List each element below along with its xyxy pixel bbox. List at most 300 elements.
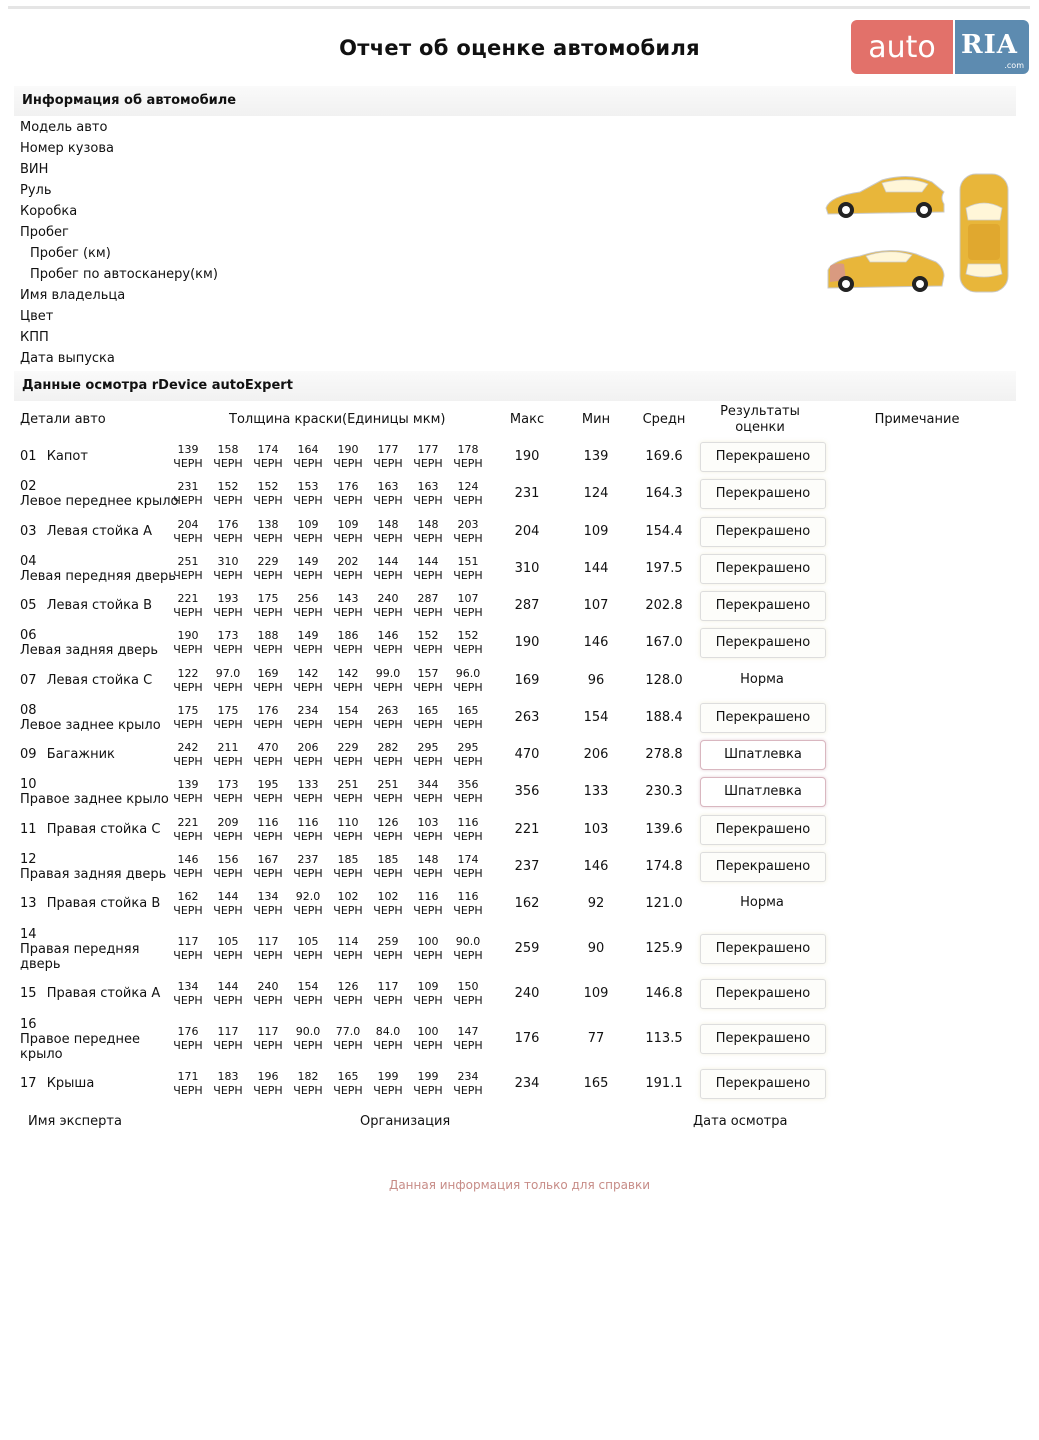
- thickness-value: 109: [417, 980, 439, 993]
- thickness-unit: ЧЕРН: [373, 681, 403, 694]
- thickness-value: 149: [297, 555, 319, 568]
- thickness-cell: [368, 935, 408, 963]
- thickness-value: 150: [457, 980, 479, 993]
- stat-avg: 230.3: [645, 784, 683, 799]
- thickness-unit: ЧЕРН: [173, 1084, 203, 1097]
- stat-min: 77: [587, 1031, 605, 1046]
- part-name: Левая задняя дверь: [20, 643, 159, 658]
- part-number: 15: [20, 986, 37, 1001]
- thickness-cell: [208, 1025, 248, 1053]
- part-number: 10: [20, 777, 37, 792]
- thickness-unit: ЧЕРН: [373, 643, 403, 656]
- thickness-cell: [248, 592, 288, 620]
- thickness-value: 133: [297, 778, 319, 791]
- stat-avg: 146.8: [645, 986, 683, 1001]
- stat-min: 146: [583, 635, 609, 650]
- stat-avg: 128.0: [645, 673, 683, 688]
- part-name: Капот: [46, 449, 88, 464]
- thickness-cell: [448, 629, 488, 657]
- part-label: [20, 673, 152, 688]
- header-result: Результаты оценки: [720, 404, 800, 435]
- thickness-unit: ЧЕРН: [333, 681, 363, 694]
- thickness-unit: ЧЕРН: [373, 867, 403, 880]
- thickness-unit: ЧЕРН: [293, 569, 323, 582]
- thickness-cell: [408, 592, 448, 620]
- stat-avg: 139.6: [645, 822, 683, 837]
- thickness-value: 470: [257, 741, 279, 754]
- thickness-value: 190: [177, 629, 199, 642]
- thickness-value: 142: [337, 667, 359, 680]
- result-badge: Шпатлевка: [700, 740, 826, 770]
- thickness-value: 149: [297, 629, 319, 642]
- part-label: [20, 986, 160, 1001]
- thickness-unit: ЧЕРН: [373, 606, 403, 619]
- thickness-cell: [448, 555, 488, 583]
- thickness-cell: [208, 480, 248, 508]
- thickness-unit: ЧЕРН: [293, 755, 323, 768]
- thickness-cell: [368, 480, 408, 508]
- result-badge: Перекрашено: [700, 1069, 826, 1099]
- thickness-unit: ЧЕРН: [453, 1039, 483, 1052]
- thickness-unit: ЧЕРН: [253, 830, 283, 843]
- thickness-unit: ЧЕРН: [293, 681, 323, 694]
- thickness-value: 188: [257, 629, 279, 642]
- thickness-cell: [208, 778, 248, 806]
- thickness-value: 221: [177, 816, 199, 829]
- thickness-value: 251: [377, 778, 399, 791]
- info-label: Номер кузова: [20, 141, 114, 156]
- thickness-cell: [168, 1025, 208, 1053]
- thickness-cell: [288, 778, 328, 806]
- thickness-unit: ЧЕРН: [413, 830, 443, 843]
- thickness-value: 199: [417, 1070, 439, 1083]
- thickness-cell: [408, 853, 448, 881]
- result-badge: Перекрашено: [700, 591, 826, 621]
- thickness-unit: ЧЕРН: [213, 532, 243, 545]
- thickness-value: 234: [457, 1070, 479, 1083]
- thickness-cell: [248, 935, 288, 963]
- thickness-unit: ЧЕРН: [173, 830, 203, 843]
- thickness-cell: [288, 667, 328, 695]
- thickness-cell: [288, 518, 328, 546]
- stat-min: 90: [587, 941, 605, 956]
- thickness-cell: [208, 853, 248, 881]
- thickness-value: 263: [377, 704, 399, 717]
- info-label: Имя владельца: [20, 288, 126, 303]
- thickness-cell: [448, 741, 488, 769]
- thickness-unit: ЧЕРН: [213, 867, 243, 880]
- page-title: Отчет об оценке автомобиля: [339, 36, 700, 60]
- thickness-value: 195: [257, 778, 279, 791]
- thickness-cell: [368, 555, 408, 583]
- thickness-cell: [328, 480, 368, 508]
- result-badge: Перекрашено: [700, 442, 826, 472]
- thickness-cell: [288, 480, 328, 508]
- thickness-cell: [288, 741, 328, 769]
- stat-avg: 113.5: [645, 1031, 683, 1046]
- thickness-value: 154: [297, 980, 319, 993]
- thickness-value: 77.0: [335, 1025, 361, 1038]
- thickness-cell: [328, 629, 368, 657]
- thickness-cell: [288, 853, 328, 881]
- header-min: Мин: [581, 412, 611, 427]
- thickness-unit: ЧЕРН: [333, 1039, 363, 1052]
- thickness-value: 221: [177, 592, 199, 605]
- thickness-cell: [448, 1070, 488, 1098]
- thickness-cell: [288, 443, 328, 471]
- thickness-unit: ЧЕРН: [373, 994, 403, 1007]
- thickness-value: 234: [297, 704, 319, 717]
- thickness-value: 84.0: [375, 1025, 401, 1038]
- thickness-cell: [208, 890, 248, 918]
- thickness-value: 176: [217, 518, 239, 531]
- thickness-unit: ЧЕРН: [333, 643, 363, 656]
- thickness-value: 110: [337, 816, 359, 829]
- thickness-unit: ЧЕРН: [373, 1084, 403, 1097]
- thickness-unit: ЧЕРН: [253, 1039, 283, 1052]
- thickness-value: 177: [417, 443, 439, 456]
- thickness-cell: [168, 667, 208, 695]
- thickness-cell: [408, 518, 448, 546]
- thickness-unit: ЧЕРН: [413, 606, 443, 619]
- thickness-cell: [368, 592, 408, 620]
- thickness-cell: [288, 629, 328, 657]
- thickness-unit: ЧЕРН: [293, 532, 323, 545]
- thickness-value: 174: [457, 853, 479, 866]
- header-thickness: Толщина краски(Единицы мкм): [229, 412, 446, 427]
- thickness-unit: ЧЕРН: [293, 643, 323, 656]
- thickness-cell: [408, 778, 448, 806]
- thickness-unit: ЧЕРН: [413, 755, 443, 768]
- thickness-cell: [248, 890, 288, 918]
- thickness-unit: ЧЕРН: [213, 755, 243, 768]
- thickness-unit: ЧЕРН: [293, 792, 323, 805]
- logo-ria-text: RIA: [961, 30, 1018, 60]
- thickness-cell: [328, 1025, 368, 1053]
- thickness-cell: [368, 816, 408, 844]
- thickness-cell: [408, 1025, 448, 1053]
- reference-note: Данная информация только для справки: [388, 1178, 651, 1192]
- thickness-cell: [448, 935, 488, 963]
- thickness-value: 282: [377, 741, 399, 754]
- stat-min: 124: [583, 486, 609, 501]
- thickness-unit: ЧЕРН: [173, 718, 203, 731]
- stat-min: 154: [583, 710, 609, 725]
- thickness-cell: [248, 816, 288, 844]
- thickness-unit: ЧЕРН: [293, 1039, 323, 1052]
- thickness-cell: [408, 629, 448, 657]
- thickness-value: 164: [297, 443, 319, 456]
- thickness-unit: ЧЕРН: [253, 792, 283, 805]
- thickness-unit: ЧЕРН: [453, 830, 483, 843]
- stat-max: 263: [514, 710, 540, 725]
- autoria-logo[interactable]: [851, 20, 1029, 74]
- thickness-cell: [208, 592, 248, 620]
- thickness-unit: ЧЕРН: [453, 755, 483, 768]
- thickness-unit: ЧЕРН: [213, 643, 243, 656]
- thickness-unit: ЧЕРН: [453, 532, 483, 545]
- thickness-value: 152: [257, 480, 279, 493]
- thickness-unit: ЧЕРН: [453, 994, 483, 1007]
- header-avg: Средн: [642, 412, 686, 427]
- car-side-right-icon: [828, 250, 944, 292]
- logo-com-text: .com: [1004, 61, 1024, 70]
- thickness-cell: [208, 667, 248, 695]
- part-number: 08: [20, 703, 37, 718]
- part-name: Левая стойка С: [46, 673, 153, 688]
- thickness-cell: [168, 704, 208, 732]
- thickness-value: 173: [217, 778, 239, 791]
- part-label: [20, 628, 180, 658]
- result-badge: Перекрашено: [700, 1024, 826, 1054]
- result-badge: Перекрашено: [700, 628, 826, 658]
- thickness-unit: ЧЕРН: [173, 606, 203, 619]
- thickness-cell: [328, 816, 368, 844]
- thickness-value: 102: [377, 890, 399, 903]
- thickness-value: 126: [337, 980, 359, 993]
- thickness-cell: [328, 853, 368, 881]
- thickness-cell: [408, 980, 448, 1008]
- thickness-cell: [288, 592, 328, 620]
- thickness-value: 116: [417, 890, 439, 903]
- thickness-cell: [168, 555, 208, 583]
- car-diagram-icon: [820, 168, 1020, 298]
- thickness-value: 196: [257, 1070, 279, 1083]
- thickness-value: 116: [257, 816, 279, 829]
- thickness-unit: ЧЕРН: [173, 994, 203, 1007]
- thickness-unit: ЧЕРН: [293, 867, 323, 880]
- thickness-cell: [408, 1070, 448, 1098]
- thickness-unit: ЧЕРН: [373, 904, 403, 917]
- thickness-value: 117: [177, 935, 199, 948]
- part-number: 16: [20, 1017, 37, 1032]
- thickness-unit: ЧЕРН: [253, 718, 283, 731]
- thickness-value: 310: [217, 555, 239, 568]
- thickness-value: 256: [297, 592, 319, 605]
- info-label: Пробег (км): [30, 246, 111, 261]
- part-name: Левая стойка В: [46, 598, 153, 613]
- thickness-value: 209: [217, 816, 239, 829]
- thickness-unit: ЧЕРН: [333, 718, 363, 731]
- part-label: [20, 524, 152, 539]
- thickness-cell: [368, 778, 408, 806]
- part-name: Правая стойка А: [46, 986, 161, 1001]
- part-number: 12: [20, 852, 37, 867]
- thickness-cell: [168, 853, 208, 881]
- thickness-unit: ЧЕРН: [253, 1084, 283, 1097]
- thickness-cell: [408, 890, 448, 918]
- stat-avg: 188.4: [645, 710, 683, 725]
- thickness-unit: ЧЕРН: [333, 606, 363, 619]
- thickness-unit: ЧЕРН: [173, 681, 203, 694]
- stat-max: 287: [514, 598, 540, 613]
- thickness-cell: [208, 816, 248, 844]
- thickness-unit: ЧЕРН: [173, 643, 203, 656]
- thickness-unit: ЧЕРН: [453, 867, 483, 880]
- thickness-unit: ЧЕРН: [413, 569, 443, 582]
- thickness-value: 100: [417, 1025, 439, 1038]
- thickness-unit: ЧЕРН: [453, 1084, 483, 1097]
- thickness-value: 154: [337, 704, 359, 717]
- thickness-value: 171: [177, 1070, 199, 1083]
- thickness-value: 231: [177, 480, 199, 493]
- part-label: [20, 822, 160, 837]
- part-number: 11: [20, 822, 37, 837]
- thickness-cell: [248, 629, 288, 657]
- thickness-value: 175: [177, 704, 199, 717]
- stat-avg: 202.8: [645, 598, 683, 613]
- stat-avg: 125.9: [645, 941, 683, 956]
- thickness-value: 105: [217, 935, 239, 948]
- logo-ria-block: [955, 20, 1029, 74]
- thickness-value: 142: [297, 667, 319, 680]
- thickness-unit: ЧЕРН: [293, 904, 323, 917]
- thickness-unit: ЧЕРН: [333, 949, 363, 962]
- header-note: Примечание: [874, 412, 960, 427]
- thickness-value: 117: [217, 1025, 239, 1038]
- thickness-cell: [168, 778, 208, 806]
- result-badge: Перекрашено: [700, 815, 826, 845]
- stat-avg: 174.8: [645, 859, 683, 874]
- part-number: 09: [20, 747, 37, 762]
- part-number: 07: [20, 673, 37, 688]
- stat-min: 206: [583, 747, 609, 762]
- thickness-value: 139: [177, 443, 199, 456]
- stat-min: 133: [583, 784, 609, 799]
- part-label: [20, 896, 160, 911]
- stat-max: 259: [514, 941, 540, 956]
- thickness-cell: [448, 667, 488, 695]
- stat-min: 96: [587, 673, 605, 688]
- thickness-cell: [368, 629, 408, 657]
- thickness-value: 356: [457, 778, 479, 791]
- thickness-unit: ЧЕРН: [173, 457, 203, 470]
- result-badge: Шпатлевка: [700, 777, 826, 807]
- thickness-cell: [288, 704, 328, 732]
- thickness-cell: [368, 518, 408, 546]
- stat-avg: 191.1: [645, 1076, 683, 1091]
- info-label: Руль: [20, 183, 52, 198]
- thickness-value: 148: [377, 518, 399, 531]
- thickness-unit: ЧЕРН: [453, 792, 483, 805]
- thickness-unit: ЧЕРН: [173, 867, 203, 880]
- stat-min: 109: [583, 524, 609, 539]
- thickness-cell: [328, 935, 368, 963]
- stat-min: 109: [583, 986, 609, 1001]
- thickness-value: 173: [217, 629, 239, 642]
- thickness-cell: [368, 890, 408, 918]
- thickness-unit: ЧЕРН: [293, 994, 323, 1007]
- thickness-cell: [248, 518, 288, 546]
- thickness-cell: [248, 1070, 288, 1098]
- thickness-unit: ЧЕРН: [333, 994, 363, 1007]
- thickness-value: 229: [257, 555, 279, 568]
- thickness-value: 152: [217, 480, 239, 493]
- stat-max: 176: [514, 1031, 540, 1046]
- thickness-unit: ЧЕРН: [373, 1039, 403, 1052]
- footer-expert: Имя эксперта: [28, 1114, 122, 1129]
- thickness-unit: ЧЕРН: [213, 494, 243, 507]
- thickness-unit: ЧЕРН: [453, 904, 483, 917]
- thickness-unit: ЧЕРН: [413, 681, 443, 694]
- thickness-value: 117: [377, 980, 399, 993]
- thickness-unit: ЧЕРН: [373, 755, 403, 768]
- thickness-cell: [168, 480, 208, 508]
- thickness-unit: ЧЕРН: [413, 792, 443, 805]
- stat-avg: 197.5: [645, 561, 683, 576]
- thickness-value: 165: [337, 1070, 359, 1083]
- thickness-cell: [328, 741, 368, 769]
- part-name: Левое заднее крыло: [20, 718, 161, 733]
- thickness-cell: [288, 980, 328, 1008]
- thickness-value: 158: [217, 443, 239, 456]
- top-divider: [8, 6, 1030, 9]
- stat-min: 92: [587, 896, 605, 911]
- thickness-cell: [208, 629, 248, 657]
- thickness-value: 148: [417, 853, 439, 866]
- stat-avg: 121.0: [645, 896, 683, 911]
- thickness-value: 116: [297, 816, 319, 829]
- thickness-cell: [408, 816, 448, 844]
- thickness-unit: ЧЕРН: [453, 681, 483, 694]
- part-label: [20, 449, 88, 464]
- thickness-cell: [328, 980, 368, 1008]
- thickness-value: 116: [457, 890, 479, 903]
- thickness-value: 152: [417, 629, 439, 642]
- thickness-unit: ЧЕРН: [413, 904, 443, 917]
- thickness-value: 146: [177, 853, 199, 866]
- thickness-cell: [448, 778, 488, 806]
- thickness-cell: [368, 1025, 408, 1053]
- part-label: [20, 479, 180, 509]
- thickness-cell: [288, 1070, 328, 1098]
- result-badge: Перекрашено: [700, 703, 826, 733]
- thickness-unit: ЧЕРН: [173, 532, 203, 545]
- thickness-cell: [208, 741, 248, 769]
- thickness-value: 165: [457, 704, 479, 717]
- part-name: Левое переднее крыло: [20, 494, 179, 509]
- thickness-cell: [168, 629, 208, 657]
- thickness-value: 344: [417, 778, 439, 791]
- thickness-unit: ЧЕРН: [213, 904, 243, 917]
- stat-max: 169: [514, 673, 540, 688]
- thickness-value: 186: [337, 629, 359, 642]
- thickness-value: 178: [457, 443, 479, 456]
- thickness-value: 92.0: [295, 890, 321, 903]
- thickness-value: 287: [417, 592, 439, 605]
- thickness-unit: ЧЕРН: [253, 643, 283, 656]
- thickness-unit: ЧЕРН: [333, 494, 363, 507]
- thickness-unit: ЧЕРН: [253, 867, 283, 880]
- thickness-unit: ЧЕРН: [333, 792, 363, 805]
- thickness-unit: ЧЕРН: [293, 718, 323, 731]
- thickness-cell: [448, 480, 488, 508]
- thickness-unit: ЧЕРН: [253, 681, 283, 694]
- thickness-cell: [168, 816, 208, 844]
- thickness-unit: ЧЕРН: [173, 904, 203, 917]
- thickness-unit: ЧЕРН: [213, 949, 243, 962]
- thickness-unit: ЧЕРН: [373, 532, 403, 545]
- thickness-value: 237: [297, 853, 319, 866]
- thickness-value: 162: [177, 890, 199, 903]
- thickness-value: 114: [337, 935, 359, 948]
- thickness-cell: [208, 443, 248, 471]
- stat-avg: 164.3: [645, 486, 683, 501]
- thickness-cell: [328, 704, 368, 732]
- thickness-value: 165: [417, 704, 439, 717]
- thickness-value: 122: [177, 667, 199, 680]
- thickness-value: 117: [257, 935, 279, 948]
